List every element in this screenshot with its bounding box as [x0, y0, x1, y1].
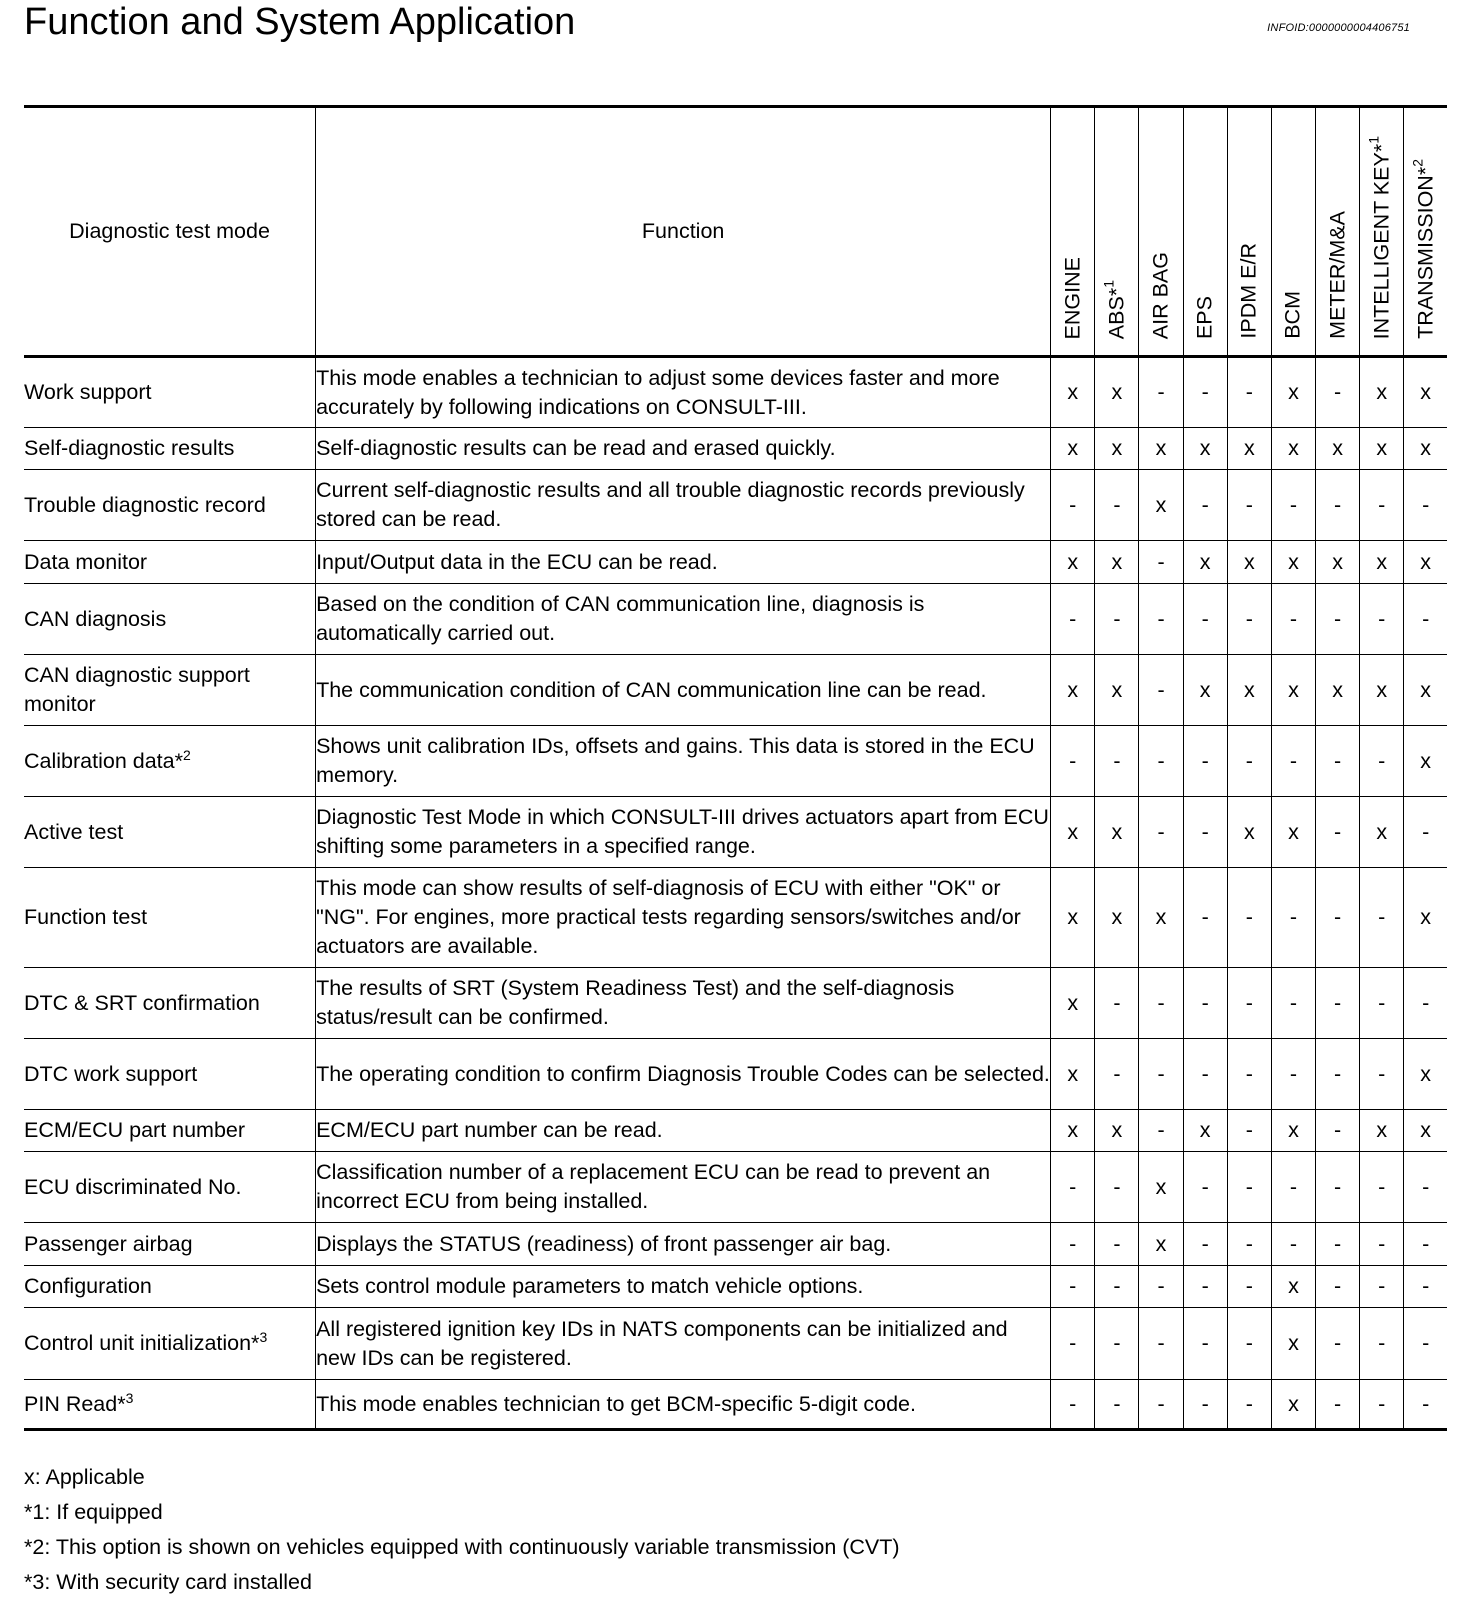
- diagnostic-mode-label: Configuration: [24, 1274, 152, 1298]
- diagnostic-mode-label: Self-diagnostic results: [24, 436, 235, 460]
- applicability-cell: -: [1095, 726, 1139, 797]
- diagnostic-mode-cell: [24, 797, 316, 868]
- applicability-cell: -: [1095, 470, 1139, 541]
- page-title: Function and System Application: [24, 1, 576, 43]
- function-cell: Input/Output data in the ECU can be read.: [316, 541, 1051, 584]
- function-cell: This mode can show results of self-diagnosis of ECU with either "OK" or "NG". For engines, more practical tests regarding sensors/switches and/or actuators are available.: [316, 868, 1051, 968]
- applicability-cell: -: [1183, 1223, 1227, 1266]
- applicability-cell: -: [1404, 1380, 1447, 1430]
- applicability-cell: -: [1271, 968, 1315, 1039]
- applicability-cell: -: [1183, 470, 1227, 541]
- applicability-cell: -: [1316, 1380, 1360, 1430]
- applicability-cell: -: [1316, 968, 1360, 1039]
- applicability-cell: x: [1404, 655, 1447, 726]
- applicability-cell: -: [1139, 797, 1183, 868]
- applicability-cell: -: [1404, 1223, 1447, 1266]
- diagnostic-mode-label: PIN Read*: [24, 1391, 126, 1416]
- applicability-cell: -: [1360, 584, 1404, 655]
- table-row: [24, 541, 1447, 584]
- function-cell: Classification number of a replacement ECU can be read to prevent an incorrect ECU from being installed.: [316, 1152, 1051, 1223]
- applicability-cell: -: [1051, 1223, 1095, 1266]
- applicability-cell: x: [1051, 797, 1095, 868]
- applicability-cell: -: [1183, 1308, 1227, 1380]
- applicability-cell: -: [1095, 584, 1139, 655]
- info-id: INFOID:0000000004406751: [1267, 22, 1410, 34]
- applicability-cell: -: [1183, 726, 1227, 797]
- applicability-cell: x: [1271, 541, 1315, 584]
- applicability-cell: -: [1227, 1223, 1271, 1266]
- footnote: *2: This option is shown on vehicles equipped with continuously variable transmission (CVT): [24, 1535, 900, 1559]
- applicability-cell: -: [1360, 968, 1404, 1039]
- column-header-abs: ABS*$^1$: [1095, 107, 1139, 357]
- applicability-cell: x: [1271, 1110, 1315, 1152]
- applicability-cell: x: [1271, 655, 1315, 726]
- diagnostic-mode-label: ECM/ECU part number: [24, 1118, 246, 1142]
- applicability-cell: -: [1139, 968, 1183, 1039]
- applicability-cell: -: [1139, 1308, 1183, 1380]
- applicability-cell: x: [1051, 655, 1095, 726]
- applicability-cell: -: [1051, 1266, 1095, 1308]
- applicability-cell: -: [1227, 1380, 1271, 1430]
- function-cell: All registered ignition key IDs in NATS components can be initialized and new IDs can be registered.: [316, 1308, 1051, 1380]
- applicability-cell: x: [1360, 541, 1404, 584]
- column-header-eps: EPS: [1183, 107, 1227, 357]
- applicability-cell: x: [1051, 1110, 1095, 1152]
- footnote: *1: If equipped: [24, 1500, 163, 1524]
- applicability-cell: -: [1183, 1380, 1227, 1430]
- function-cell: Based on the condition of CAN communication line, diagnosis is automatically carried out.: [316, 584, 1051, 655]
- applicability-cell: -: [1095, 1266, 1139, 1308]
- table-row: [24, 968, 1447, 1039]
- applicability-cell: x: [1139, 470, 1183, 541]
- column-header-meter: METER/M&A: [1316, 107, 1360, 357]
- applicability-cell: x: [1139, 1152, 1183, 1223]
- table-row: [24, 1308, 1447, 1380]
- applicability-cell: x: [1051, 868, 1095, 968]
- applicability-cell: -: [1095, 1380, 1139, 1430]
- applicability-cell: -: [1139, 1039, 1183, 1110]
- diagnostic-mode-label: Function test: [24, 905, 148, 929]
- diagnostic-mode-label: Active test: [24, 819, 124, 844]
- applicability-cell: x: [1183, 541, 1227, 584]
- applicability-cell: -: [1095, 1152, 1139, 1223]
- applicability-cell: x: [1095, 357, 1139, 428]
- applicability-cell: -: [1139, 541, 1183, 584]
- column-header-ipdm-er: IPDM E/R: [1227, 107, 1271, 357]
- column-header-air-bag: AIR BAG: [1139, 107, 1183, 357]
- applicability-cell: -: [1051, 1152, 1095, 1223]
- diagnostic-mode-cell: [24, 1110, 316, 1152]
- applicability-cell: x: [1139, 868, 1183, 968]
- table-header-row: [24, 107, 1447, 357]
- footnotes: [24, 1460, 900, 1600]
- function-cell: Current self-diagnostic results and all trouble diagnostic records previously stored can be read.: [316, 470, 1051, 541]
- column-header-intelligent-key: INTELLIGENT KEY*$^1$: [1360, 107, 1404, 357]
- applicability-cell: -: [1051, 1380, 1095, 1430]
- table-row: [24, 1266, 1447, 1308]
- applicability-cell: -: [1316, 470, 1360, 541]
- diagnostic-mode-label: Trouble diagnostic record: [24, 492, 266, 517]
- applicability-cell: x: [1095, 868, 1139, 968]
- applicability-cell: x: [1404, 428, 1447, 470]
- footnote-ref: 2: [182, 746, 191, 763]
- applicability-cell: x: [1404, 868, 1447, 968]
- applicability-cell: -: [1316, 1152, 1360, 1223]
- applicability-cell: x: [1051, 968, 1095, 1039]
- applicability-cell: x: [1051, 541, 1095, 584]
- applicability-cell: -: [1271, 868, 1315, 968]
- applicability-cell: -: [1139, 726, 1183, 797]
- applicability-cell: x: [1227, 797, 1271, 868]
- function-cell: This mode enables a technician to adjust some devices faster and more accurately by following indications on CONSULT-III.: [316, 357, 1051, 428]
- applicability-cell: x: [1271, 428, 1315, 470]
- applicability-cell: x: [1316, 655, 1360, 726]
- column-header-function: Function: [316, 107, 1051, 357]
- applicability-cell: -: [1183, 584, 1227, 655]
- applicability-cell: -: [1404, 1152, 1447, 1223]
- diagnostic-mode-cell: [24, 428, 316, 470]
- diagnostic-mode-label: DTC work support: [24, 1061, 198, 1086]
- applicability-cell: x: [1271, 1308, 1315, 1380]
- diagnostic-mode-cell: [24, 584, 316, 655]
- applicability-cell: x: [1051, 428, 1095, 470]
- applicability-cell: -: [1360, 1266, 1404, 1308]
- applicability-cell: -: [1316, 1110, 1360, 1152]
- function-cell: This mode enables technician to get BCM-specific 5-digit code.: [316, 1380, 1051, 1430]
- applicability-cell: -: [1271, 470, 1315, 541]
- applicability-cell: x: [1095, 655, 1139, 726]
- applicability-cell: x: [1227, 428, 1271, 470]
- applicability-cell: x: [1095, 428, 1139, 470]
- column-header-engine: ENGINE: [1051, 107, 1095, 357]
- column-header-transmission: TRANSMISSION*$^2$: [1404, 107, 1447, 357]
- diagnostic-mode-cell: [24, 1039, 316, 1110]
- applicability-cell: -: [1183, 357, 1227, 428]
- table-row: [24, 1110, 1447, 1152]
- applicability-cell: -: [1360, 1039, 1404, 1110]
- applicability-cell: -: [1404, 1266, 1447, 1308]
- table-row: [24, 357, 1447, 428]
- column-header-bcm: BCM: [1271, 107, 1315, 357]
- applicability-cell: -: [1404, 968, 1447, 1039]
- applicability-cell: -: [1360, 726, 1404, 797]
- table-row: [24, 1223, 1447, 1266]
- function-cell: The results of SRT (System Readiness Test) and the self-diagnosis status/result can be confirmed.: [316, 968, 1051, 1039]
- applicability-cell: -: [1183, 968, 1227, 1039]
- diagnostic-mode-cell: [24, 470, 316, 541]
- applicability-cell: -: [1404, 797, 1447, 868]
- applicability-cell: -: [1316, 1039, 1360, 1110]
- table-row: [24, 1380, 1447, 1430]
- applicability-cell: -: [1227, 1110, 1271, 1152]
- diagnostic-mode-label: CAN diagnostic support monitor: [24, 663, 250, 716]
- applicability-cell: -: [1095, 1039, 1139, 1110]
- applicability-cell: -: [1360, 868, 1404, 968]
- applicability-cell: x: [1404, 357, 1447, 428]
- applicability-cell: -: [1360, 1308, 1404, 1380]
- applicability-cell: -: [1139, 1380, 1183, 1430]
- function-cell: ECM/ECU part number can be read.: [316, 1110, 1051, 1152]
- diagnostic-mode-label: DTC & SRT confirmation: [24, 990, 260, 1015]
- applicability-cell: -: [1183, 1152, 1227, 1223]
- function-cell: Sets control module parameters to match vehicle options.: [316, 1266, 1051, 1308]
- applicability-cell: -: [1316, 1223, 1360, 1266]
- table-row: [24, 797, 1447, 868]
- applicability-cell: -: [1316, 797, 1360, 868]
- diagnostic-mode-cell: [24, 655, 316, 726]
- applicability-cell: x: [1051, 1039, 1095, 1110]
- applicability-cell: -: [1183, 797, 1227, 868]
- applicability-cell: -: [1139, 655, 1183, 726]
- applicability-cell: x: [1271, 1266, 1315, 1308]
- applicability-cell: -: [1051, 726, 1095, 797]
- footnote: *3: With security card installed: [24, 1570, 312, 1594]
- applicability-cell: x: [1095, 797, 1139, 868]
- applicability-cell: x: [1227, 541, 1271, 584]
- applicability-cell: x: [1316, 428, 1360, 470]
- applicability-cell: -: [1227, 1152, 1271, 1223]
- applicability-cell: -: [1139, 1110, 1183, 1152]
- function-cell: Diagnostic Test Mode in which CONSULT-III drives actuators apart from ECU shifting some parameters in a specified range.: [316, 797, 1051, 868]
- applicability-cell: -: [1227, 1308, 1271, 1380]
- applicability-cell: -: [1360, 1152, 1404, 1223]
- table-row: [24, 868, 1447, 968]
- diagnostic-mode-cell: [24, 357, 316, 428]
- diagnostic-mode-cell: [24, 1380, 316, 1430]
- applicability-cell: -: [1404, 584, 1447, 655]
- applicability-cell: -: [1316, 726, 1360, 797]
- diagnostic-mode-label: Work support: [24, 380, 152, 404]
- column-header-mode: Diagnostic test mode: [24, 107, 316, 357]
- table-row: [24, 1039, 1447, 1110]
- applicability-cell: -: [1227, 584, 1271, 655]
- applicability-cell: -: [1227, 968, 1271, 1039]
- applicability-cell: -: [1227, 1266, 1271, 1308]
- applicability-cell: x: [1227, 655, 1271, 726]
- table-row: [24, 428, 1447, 470]
- diagnostic-mode-label: ECU discriminated No.: [24, 1174, 242, 1199]
- applicability-cell: -: [1316, 1266, 1360, 1308]
- applicability-cell: -: [1360, 470, 1404, 541]
- applicability-cell: x: [1404, 1110, 1447, 1152]
- applicability-cell: x: [1139, 428, 1183, 470]
- applicability-cell: x: [1095, 541, 1139, 584]
- applicability-cell: x: [1360, 655, 1404, 726]
- applicability-cell: -: [1183, 1266, 1227, 1308]
- footnote-ref: 3: [125, 1389, 134, 1406]
- table-row: [24, 1152, 1447, 1223]
- applicability-cell: -: [1227, 726, 1271, 797]
- applicability-cell: x: [1271, 357, 1315, 428]
- applicability-cell: -: [1271, 1152, 1315, 1223]
- diagnostic-mode-cell: [24, 1266, 316, 1308]
- table-row: [24, 655, 1447, 726]
- diagnostic-mode-label: Control unit initialization*: [24, 1331, 260, 1355]
- applicability-cell: x: [1404, 726, 1447, 797]
- applicability-cell: -: [1051, 470, 1095, 541]
- applicability-cell: -: [1095, 1308, 1139, 1380]
- applicability-cell: x: [1360, 357, 1404, 428]
- applicability-cell: -: [1271, 584, 1315, 655]
- diagnostic-mode-label: Passenger airbag: [24, 1231, 193, 1256]
- applicability-cell: -: [1404, 1308, 1447, 1380]
- applicability-cell: -: [1183, 868, 1227, 968]
- table-body: [24, 357, 1447, 1430]
- applicability-cell: x: [1183, 1110, 1227, 1152]
- applicability-cell: x: [1316, 541, 1360, 584]
- diagnostic-mode-cell: [24, 541, 316, 584]
- diagnostic-mode-label: CAN diagnosis: [24, 606, 167, 631]
- applicability-cell: -: [1227, 470, 1271, 541]
- applicability-cell: x: [1360, 1110, 1404, 1152]
- footnote-ref: 3: [259, 1328, 268, 1345]
- applicability-cell: -: [1095, 968, 1139, 1039]
- applicability-cell: x: [1404, 541, 1447, 584]
- applicability-cell: -: [1227, 868, 1271, 968]
- applicability-cell: x: [1183, 655, 1227, 726]
- applicability-cell: -: [1316, 868, 1360, 968]
- applicability-cell: x: [1360, 428, 1404, 470]
- diagnostic-mode-cell: [24, 1308, 316, 1380]
- applicability-cell: x: [1271, 1380, 1315, 1430]
- applicability-cell: -: [1139, 584, 1183, 655]
- applicability-cell: -: [1271, 1223, 1315, 1266]
- applicability-cell: -: [1316, 1308, 1360, 1380]
- diagnostic-mode-cell: [24, 868, 316, 968]
- applicability-cell: -: [1271, 726, 1315, 797]
- applicability-cell: -: [1051, 1308, 1095, 1380]
- applicability-cell: -: [1051, 584, 1095, 655]
- applicability-cell: -: [1227, 357, 1271, 428]
- applicability-cell: x: [1360, 797, 1404, 868]
- function-system-table: [24, 105, 1447, 1431]
- applicability-cell: x: [1404, 1039, 1447, 1110]
- table-row: [24, 584, 1447, 655]
- applicability-cell: x: [1095, 1110, 1139, 1152]
- function-cell: Self-diagnostic results can be read and erased quickly.: [316, 428, 1051, 470]
- applicability-cell: -: [1139, 1266, 1183, 1308]
- diagnostic-mode-cell: [24, 1152, 316, 1223]
- applicability-cell: -: [1271, 1039, 1315, 1110]
- applicability-cell: -: [1183, 1039, 1227, 1110]
- applicability-cell: x: [1139, 1223, 1183, 1266]
- diagnostic-mode-label: Data monitor: [24, 549, 148, 574]
- table-row: [24, 726, 1447, 797]
- applicability-cell: -: [1360, 1380, 1404, 1430]
- function-cell: The operating condition to confirm Diagnosis Trouble Codes can be selected.: [316, 1039, 1051, 1110]
- diagnostic-mode-cell: [24, 726, 316, 797]
- diagnostic-mode-cell: [24, 968, 316, 1039]
- footnote: x: Applicable: [24, 1465, 145, 1489]
- table-row: [24, 470, 1447, 541]
- diagnostic-mode-label: Calibration data*: [24, 748, 183, 773]
- diagnostic-mode-cell: [24, 1223, 316, 1266]
- function-cell: Shows unit calibration IDs, offsets and gains. This data is stored in the ECU memory.: [316, 726, 1051, 797]
- function-cell: The communication condition of CAN communication line can be read.: [316, 655, 1051, 726]
- applicability-cell: x: [1271, 797, 1315, 868]
- applicability-cell: -: [1360, 1223, 1404, 1266]
- applicability-cell: x: [1051, 357, 1095, 428]
- applicability-cell: -: [1316, 357, 1360, 428]
- applicability-cell: -: [1316, 584, 1360, 655]
- applicability-cell: -: [1139, 357, 1183, 428]
- applicability-cell: x: [1183, 428, 1227, 470]
- applicability-cell: -: [1095, 1223, 1139, 1266]
- applicability-cell: -: [1404, 470, 1447, 541]
- applicability-cell: -: [1227, 1039, 1271, 1110]
- function-cell: Displays the STATUS (readiness) of front passenger air bag.: [316, 1223, 1051, 1266]
